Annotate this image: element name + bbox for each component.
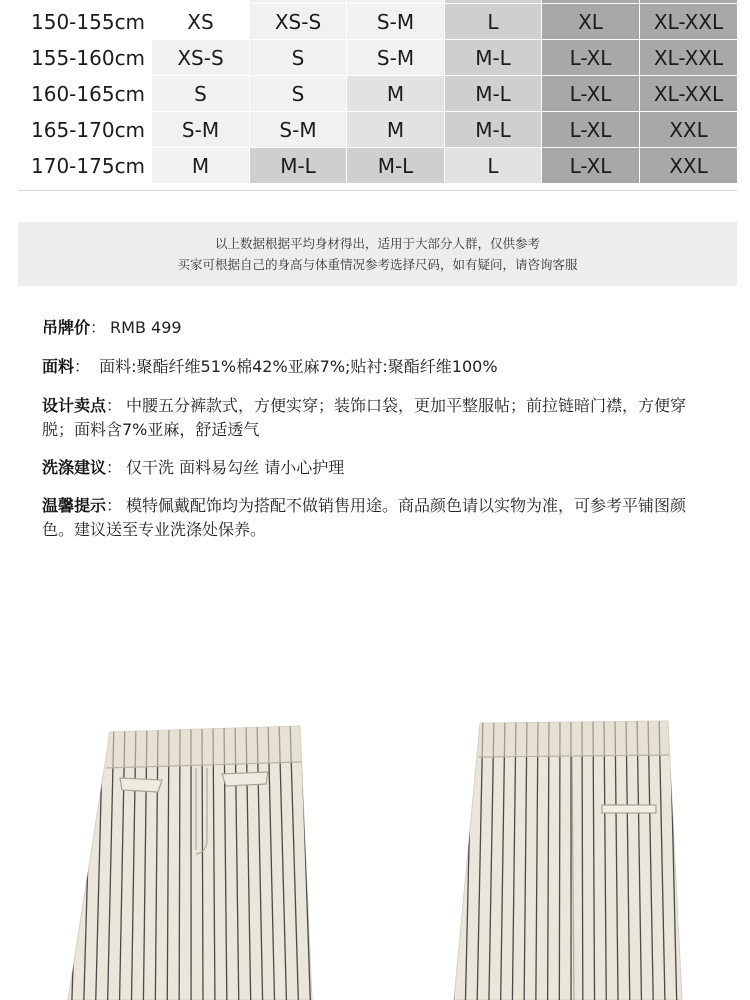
size-cell: M-L — [250, 148, 347, 184]
price-value: RMB 499 — [110, 318, 182, 337]
size-cell: M — [347, 112, 445, 148]
size-cell: L-XL — [542, 148, 640, 184]
size-cell: XS-S — [250, 4, 347, 40]
size-cell: L — [445, 4, 542, 40]
size-cell: XL-XXL — [640, 40, 738, 76]
height-range-cell: 170-175cm — [19, 148, 152, 184]
size-cell: M-L — [445, 40, 542, 76]
size-cell: XS — [152, 4, 250, 40]
size-cell: M — [347, 76, 445, 112]
size-cell: M — [152, 148, 250, 184]
size-cell: M-L — [445, 76, 542, 112]
size-cell: XL-XXL — [640, 4, 738, 40]
size-cell: S — [250, 76, 347, 112]
size-cell: XXL — [640, 112, 738, 148]
size-cell: S — [152, 76, 250, 112]
size-cell: L-XL — [542, 76, 640, 112]
size-row — [19, 148, 738, 184]
design-label: 设计卖点 — [42, 396, 107, 415]
size-row — [19, 40, 738, 76]
size-row — [19, 112, 738, 148]
height-range-cell: 150-155cm — [19, 4, 152, 40]
notice-line-2: 买家可根据自己的身高与体重情况参考选择尺码，如有疑问，请咨询客服 — [177, 257, 578, 272]
wash-label: 洗涤建议 — [42, 458, 107, 477]
size-cell: L-XL — [542, 112, 640, 148]
size-chart-table — [18, 0, 738, 184]
notice-line-1: 以上数据根据平均身材得出，适用于大部分人群，仅供参考 — [214, 236, 540, 251]
pinstripe-line — [681, 715, 688, 1000]
size-cell: S-M — [347, 4, 445, 40]
tips-value: 模特佩戴配饰均为搭配不做销售用途。商品颜色请以实物为准，可参考平铺图颜色。建议送至专业洗涤处保养。 — [42, 496, 687, 539]
size-cell: S-M — [152, 112, 250, 148]
pinstripe-line — [60, 720, 70, 1000]
fabric-row: 面料： 面料:聚酯纤维51%棉42%亚麻7%;贴衬:聚酯纤维100% — [42, 357, 498, 376]
height-range-cell: 165-170cm — [19, 112, 152, 148]
height-range-cell: 160-165cm — [19, 76, 152, 112]
tips-row: 温馨提示： 模特佩戴配饰均为搭配不做销售用途。商品颜色请以实物为准，可参考平铺图颜色。建议送至专业洗涤处保养。 — [42, 496, 687, 539]
pinstripe-line — [442, 715, 450, 1000]
size-cell: L — [445, 148, 542, 184]
size-cell: S-M — [347, 40, 445, 76]
pinstripe-line — [559, 715, 560, 1000]
tips-label: 温馨提示 — [42, 496, 107, 515]
price-row: 吊牌价： RMB 499 — [42, 318, 182, 337]
size-cell: XL-XXL — [640, 76, 738, 112]
table-divider — [18, 190, 737, 191]
back-view-shorts-image — [440, 715, 700, 1000]
size-cell: M-L — [347, 148, 445, 184]
size-cell: S-M — [250, 112, 347, 148]
size-cell: XL — [542, 4, 640, 40]
size-cell: M-L — [445, 112, 542, 148]
fabric-value: 面料:聚酯纤维51%棉42%亚麻7%;贴衬:聚酯纤维100% — [99, 357, 498, 376]
size-cell: S — [250, 40, 347, 76]
size-notice-box — [18, 222, 737, 286]
size-cell: XXL — [640, 148, 738, 184]
design-value: 中腰五分裤款式，方便实穿；装饰口袋，更加平整服帖；前拉链暗门襟，方便穿脱；面料含7%亚麻，舒适透气 — [42, 396, 687, 439]
height-range-cell: 155-160cm — [19, 40, 152, 76]
size-row — [19, 76, 738, 112]
wash-value: 仅干洗 面料易勾丝 请小心护理 — [126, 458, 345, 477]
size-cell: L-XL — [542, 40, 640, 76]
size-cell: XS-S — [152, 40, 250, 76]
front-view-shorts-image — [60, 720, 320, 1000]
size-row — [19, 4, 738, 40]
pinstripe-line — [582, 715, 583, 1000]
price-label: 吊牌价 — [42, 318, 91, 337]
design-row: 设计卖点： 中腰五分裤款式，方便实穿；装饰口袋，更加平整服帖；前拉链暗门襟，方便穿脱；面料含7%亚麻，舒适透气 — [42, 396, 687, 439]
wash-row: 洗涤建议： 仅干洗 面料易勾丝 请小心护理 — [42, 458, 345, 477]
fabric-label: 面料 — [42, 357, 75, 376]
